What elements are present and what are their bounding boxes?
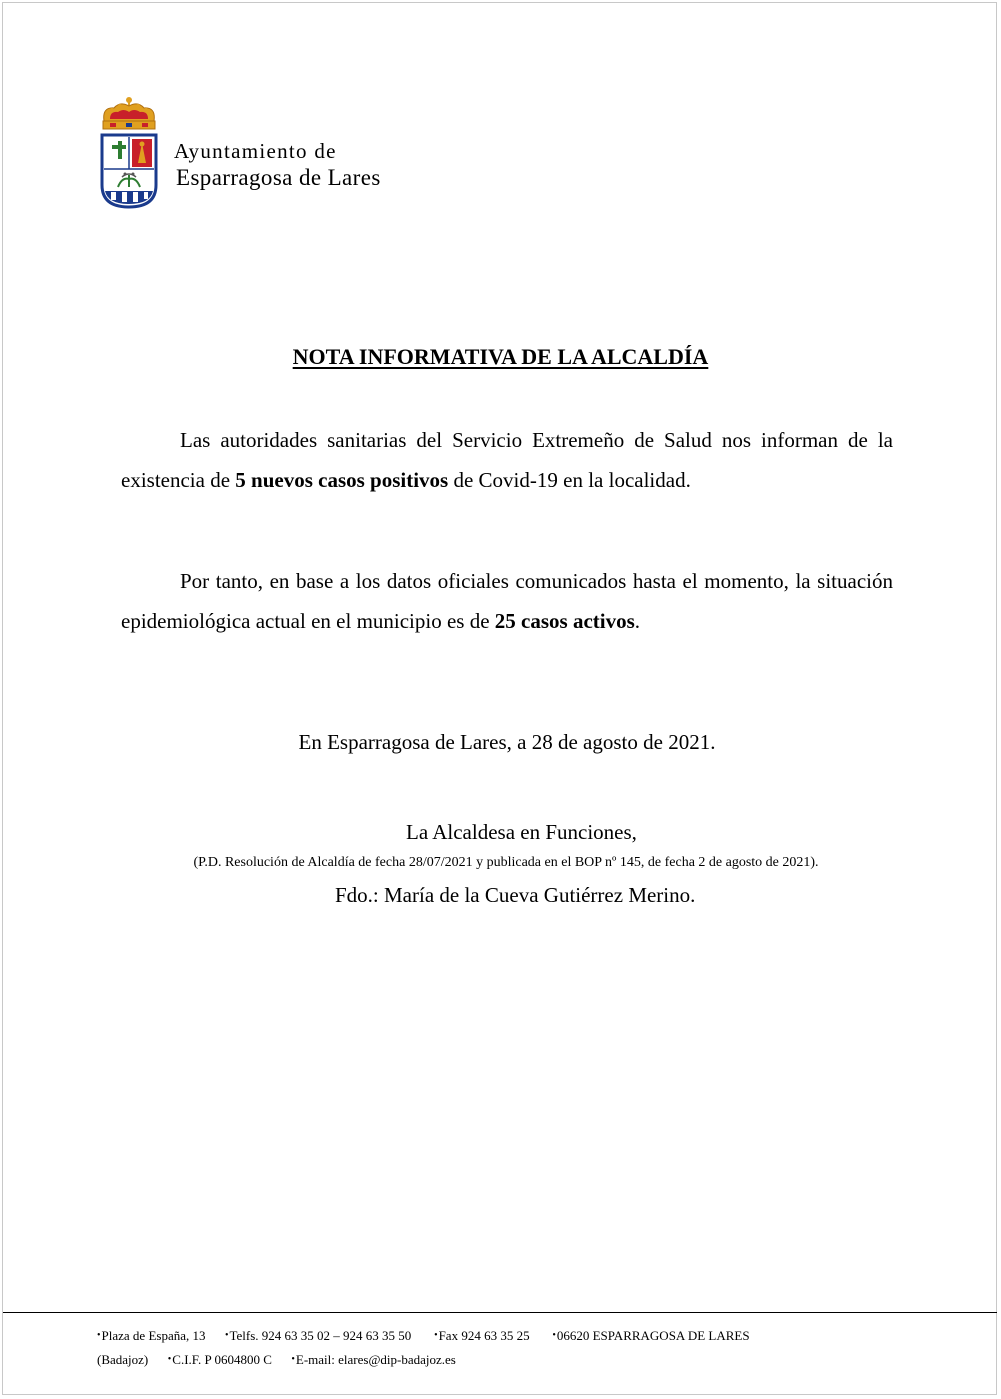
footer-email: •E-mail: elares@dip-badajoz.es bbox=[291, 1352, 456, 1367]
footer-province: (Badajoz) bbox=[97, 1352, 149, 1367]
signatory-role: La Alcaldesa en Funciones, bbox=[406, 820, 637, 844]
paragraph-text: Por tanto, en base a los datos oficiales comunicados hasta el momento, la situación epidemiológica actual en el municipio es de bbox=[121, 569, 893, 633]
document-title: NOTA INFORMATIVA DE LA ALCALDÍA bbox=[292, 344, 709, 369]
org-name-line2: Esparragosa de Lares bbox=[176, 165, 381, 190]
footer-cif: •C.I.F. P 0604800 C bbox=[167, 1352, 272, 1367]
footer-fax: •Fax 924 63 35 25 bbox=[434, 1328, 530, 1343]
active-cases-count: 25 casos activos bbox=[494, 609, 635, 633]
page-border bbox=[2, 2, 997, 1395]
org-name-line1: Ayuntamiento de bbox=[174, 139, 337, 163]
paragraph-active-cases bbox=[121, 561, 893, 641]
paragraph-text: de Covid-19 en la localidad. bbox=[448, 468, 691, 492]
footer-line bbox=[97, 1328, 750, 1344]
paragraph-text: Las autoridades sanitarias del Servicio Extremeño de Salud nos informan de la existencia de bbox=[121, 428, 893, 492]
footer-address: •Plaza de España, 13 bbox=[97, 1328, 206, 1343]
footer-postal: •06620 ESPARRAGOSA DE LARES bbox=[552, 1328, 750, 1343]
footer-line bbox=[97, 1352, 456, 1368]
new-cases-count: 5 nuevos casos positivos bbox=[235, 468, 449, 492]
footer-divider bbox=[3, 1312, 997, 1313]
paragraph-text: . bbox=[634, 609, 641, 633]
footer-phones: •Telfs. 924 63 35 02 – 924 63 35 50 bbox=[224, 1328, 412, 1343]
coat-of-arms-icon bbox=[98, 95, 160, 209]
dateline: En Esparragosa de Lares, a 28 de agosto de 2021. bbox=[298, 730, 716, 754]
paragraph-new-cases bbox=[121, 420, 893, 500]
delegation-note: (P.D. Resolución de Alcaldía de fecha 28/07/2021 y publicada en el BOP nº 145, de fecha 2 de agosto de 2021). bbox=[193, 855, 819, 870]
signatory-name: Fdo.: María de la Cueva Gutiérrez Merino. bbox=[335, 883, 696, 907]
letterhead bbox=[98, 95, 518, 210]
